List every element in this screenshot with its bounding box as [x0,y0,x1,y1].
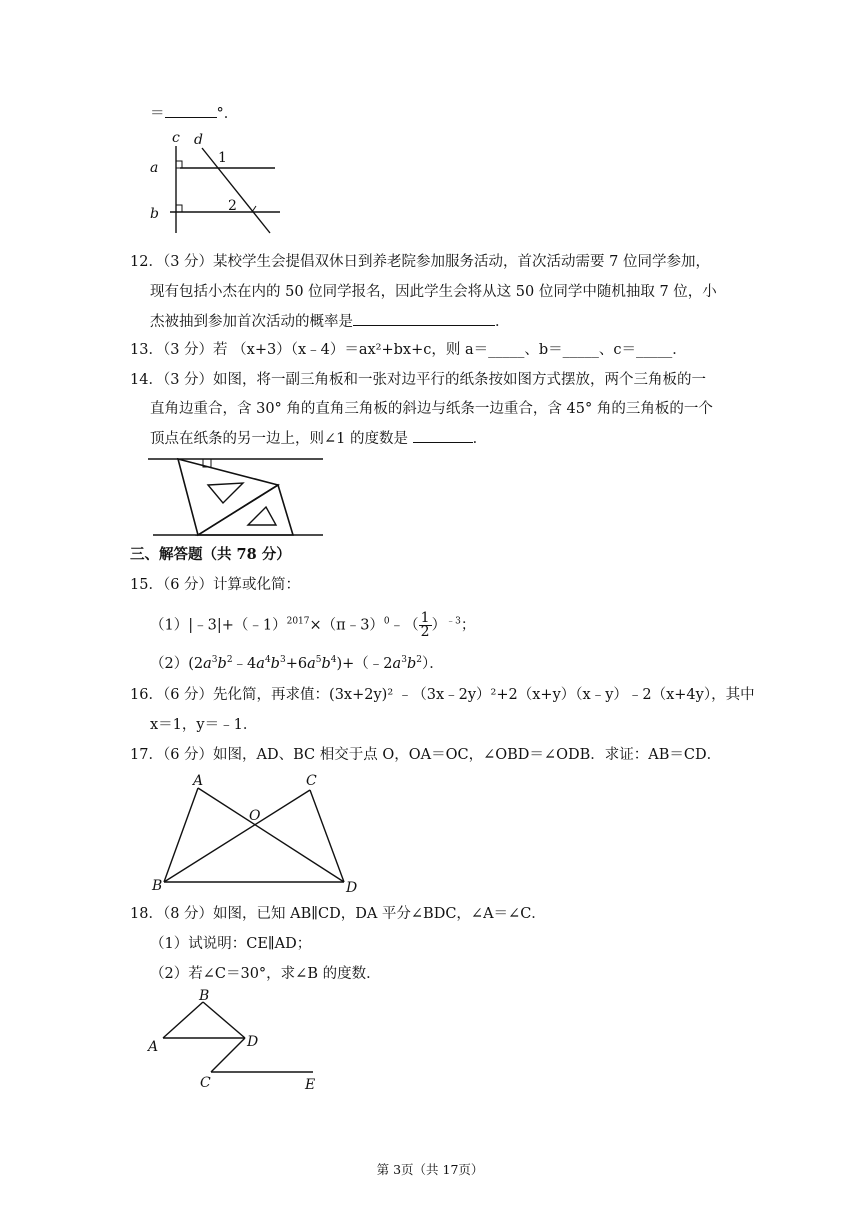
q17-figure [148,770,368,898]
q15-part2: $(2)(2a^3b^2﹣4a^4b^3+6a^5b^4)+(﹣2a^3b^2)$． [150,655,444,672]
label-1: 1 [218,150,227,166]
q18-part2: （2）若∠C＝30°，求∠B 的度数． [150,966,381,982]
label-D: D [247,1034,259,1050]
q14-line2: 直角边重合，含 30° 角的直角三角板的斜边与纸条一边重合，含 45° 角的三角板的一个 [150,401,713,417]
q18-part1: （1）试说明：CE∥AD； [150,936,312,952]
q13-line: 13．（3 分）若 （x+3）（x﹣4）＝ax²+bx+c，则 a＝_____、b＝_____、c＝_____． [130,342,687,358]
q15-part1: （1）|﹣3|+（﹣1）$^{2017}$×（π﹣3）$^0$﹣（ $\frac{1}{2}$ ）$^{﹣3}$； [150,610,476,640]
label-C: C [306,773,317,789]
q14-line1: 14．（3 分）如图，将一副三角板和一张对边平行的纸条按如图方式摆放，两个三角板的一 [130,372,707,388]
label-C: C [200,1075,211,1091]
page-footer: 第 3页（共 17页） [376,1162,484,1177]
label-a: a [150,160,159,176]
q16-line2: x＝1，y＝﹣1． [150,717,258,733]
q12-line2: 现有包括小杰在内的 50 位同学报名，因此学生会将从这 50 位同学中随机抽取 7 位，小 [150,284,717,300]
fraction-one-half: $\frac{1}{2}$ [420,610,430,640]
label-A: A [193,773,204,789]
section-title: 三、解答题（共 78 分） [130,546,291,563]
q17-line: 17．（6 分）如图，AD、BC 相交于点 O，OA＝OC，∠OBD＝∠ODB．求证：AB＝CD． [130,747,722,763]
q15-head: 15．（6 分）计算或化简： [130,577,301,593]
blank [353,311,495,326]
q12-line3: 杰被抽到参加首次活动的概率是 ． [150,311,510,332]
label-O: O [249,808,261,824]
q11-answer-line: ＝ °． [150,103,238,124]
q12-line1: 12．（3 分）某校学生会提倡双休日到养老院参加服务活动，首次活动需要 7 位同学参加， [130,254,710,270]
q14-figure [148,455,328,540]
q18-figure [145,988,335,1093]
label-d: d [194,132,203,148]
blank [165,103,217,118]
label-D: D [346,880,358,896]
label-B: B [152,878,163,894]
label-c: c [172,130,180,146]
label-2: 2 [228,198,237,214]
q18-line: 18．（8 分）如图，已知 AB∥CD，DA 平分∠BDC，∠A＝∠C． [130,906,546,922]
label-B: B [199,988,210,1004]
label-b: b [150,206,159,222]
q11-figure [140,128,290,238]
q14-line3: 顶点在纸条的另一边上，则∠1 的度数是 ． [150,428,487,449]
label-A: A [148,1039,159,1055]
blank [413,428,473,443]
label-E: E [305,1077,316,1093]
q16-line1: 16．（6 分）先化简，再求值：(3x+2y)² ﹣（3x﹣2y）²+2（x+y）（x﹣y）﹣2（x+4y），其中 [130,687,755,703]
